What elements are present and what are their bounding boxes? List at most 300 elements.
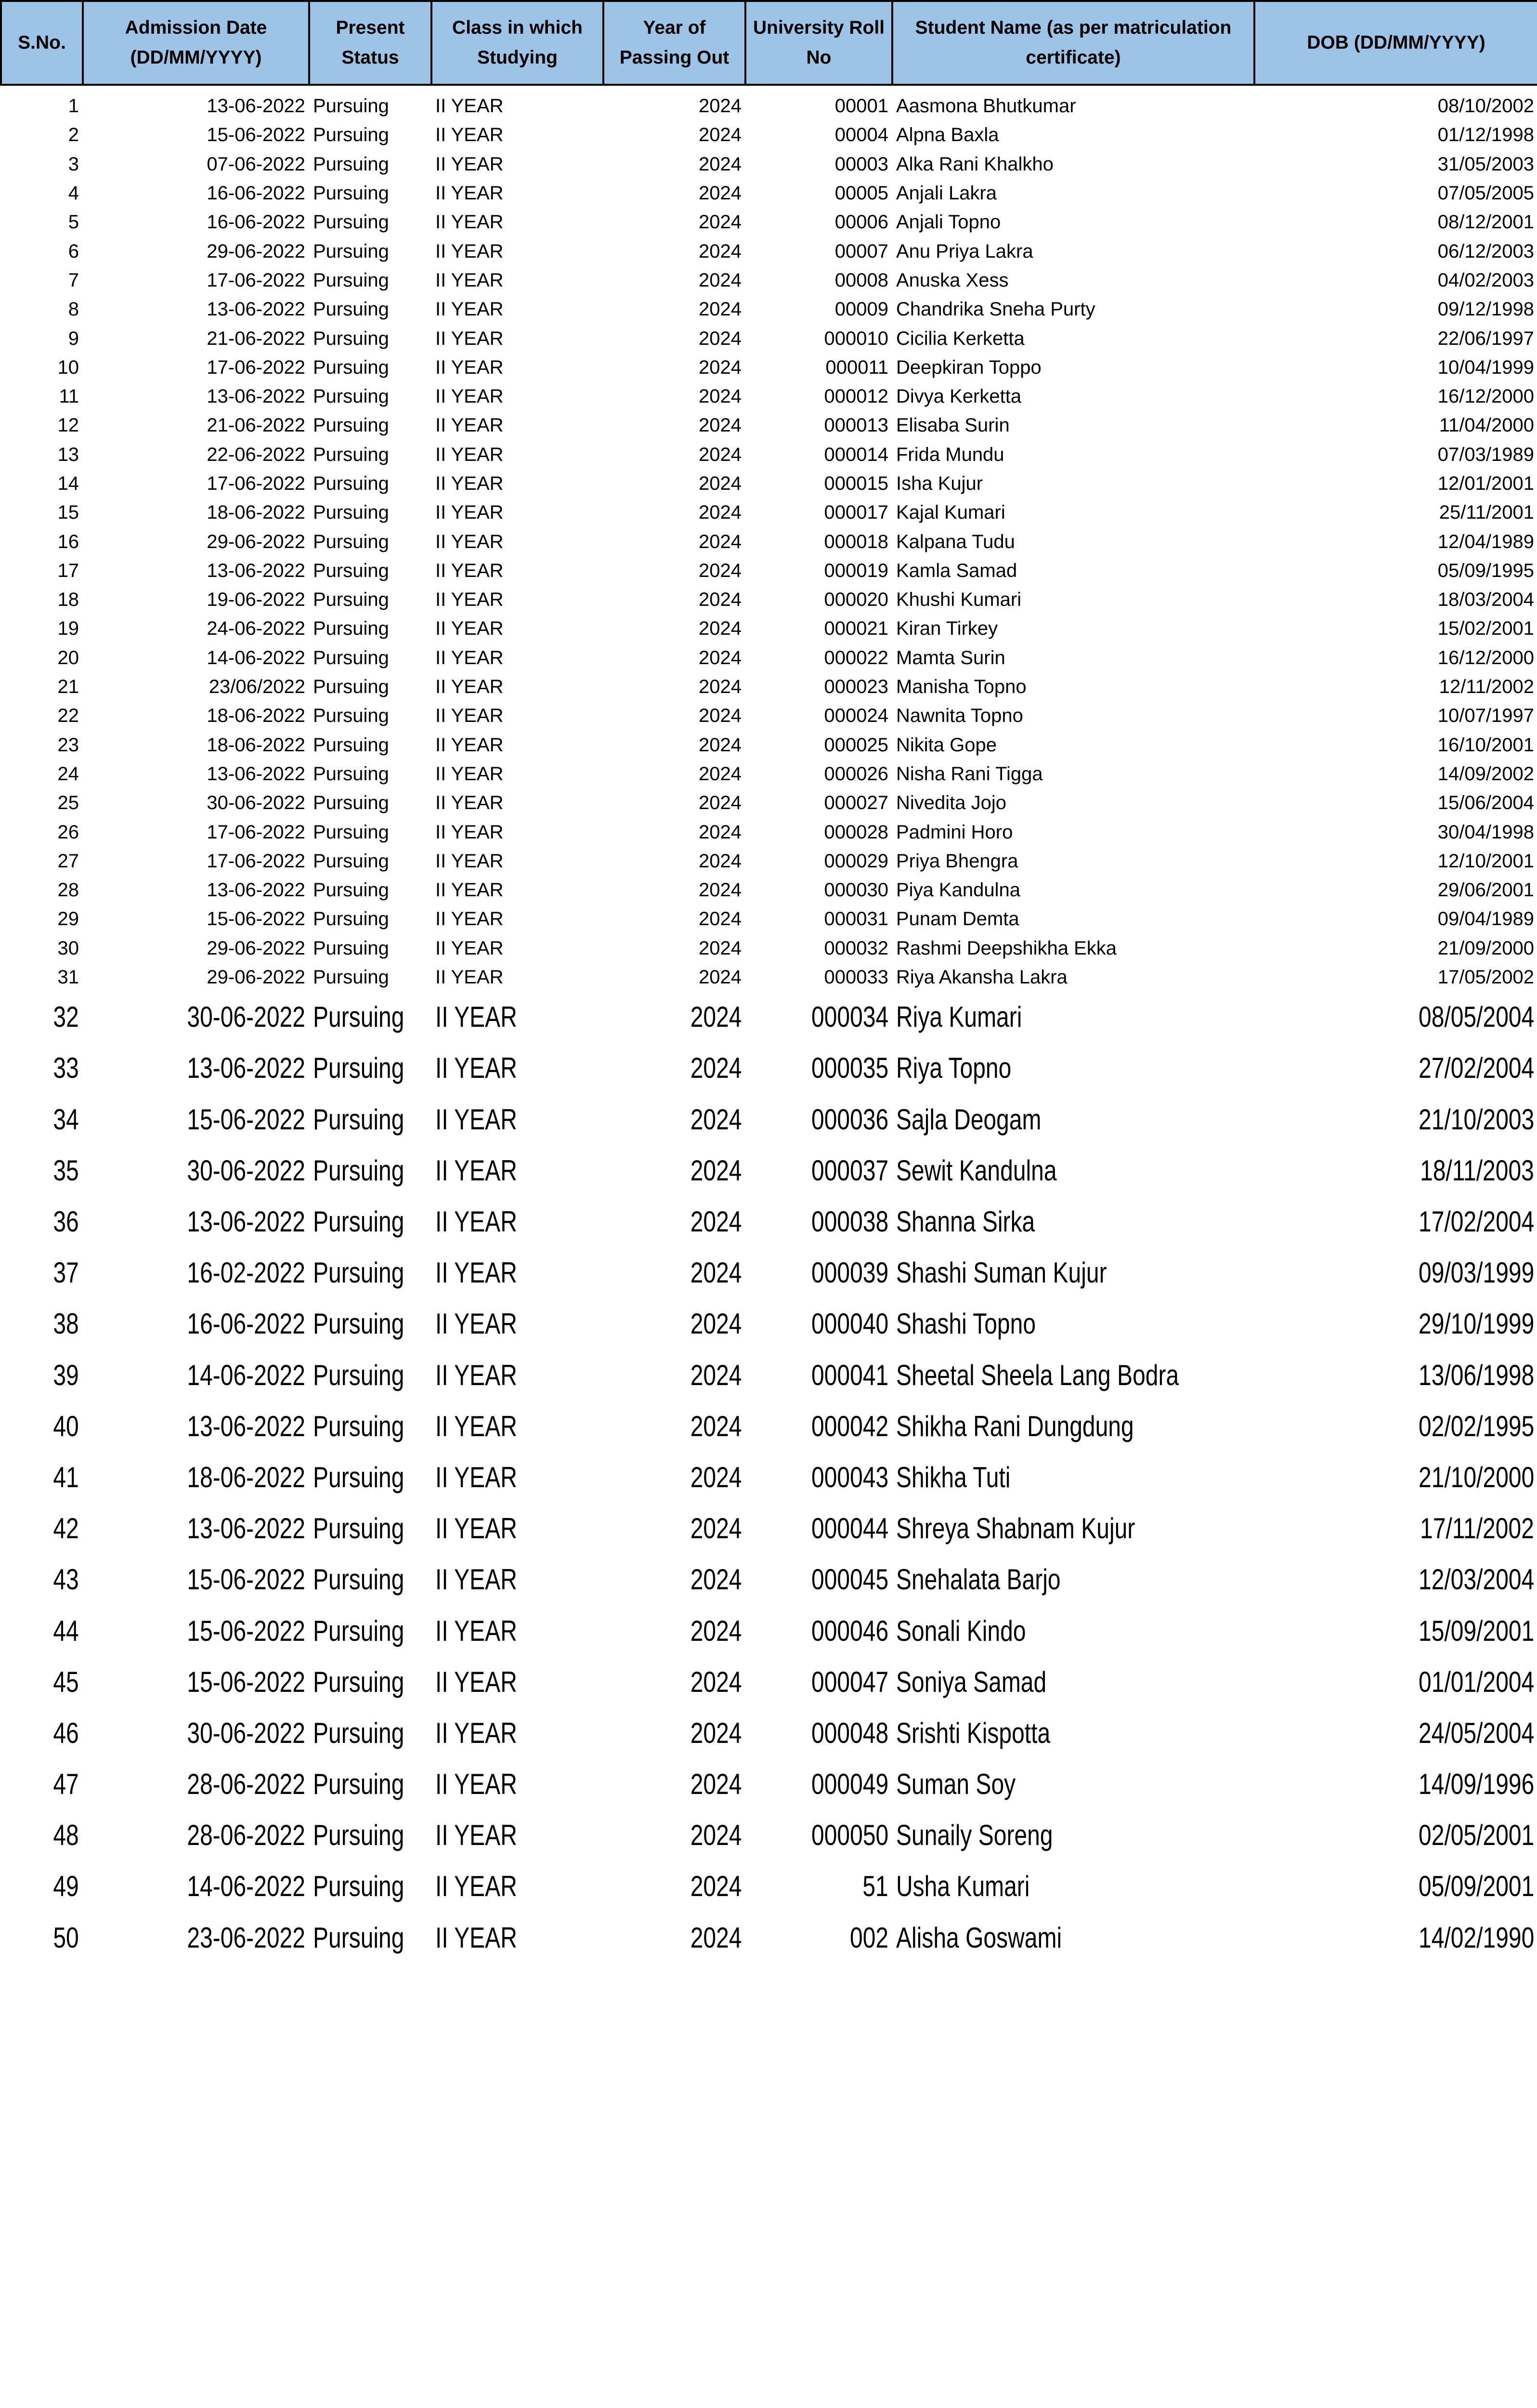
admission-date-text: 15-06-2022 — [207, 908, 305, 930]
dob-text: 31/05/2003 — [1437, 153, 1534, 175]
roll-no-text: 000023 — [824, 676, 888, 698]
roll-no-cell — [745, 1861, 892, 1912]
admission-date-text: 17-06-2022 — [207, 356, 305, 378]
sno-text: 34 — [53, 1103, 79, 1136]
class-text: II YEAR — [435, 647, 504, 668]
status-cell — [309, 876, 431, 904]
table-row — [1, 1503, 1537, 1554]
dob-text: 08/05/2004 — [1418, 1001, 1534, 1034]
status-cell — [309, 1452, 431, 1503]
sno-cell — [1, 179, 83, 208]
dob-text: 21/10/2003 — [1418, 1103, 1534, 1136]
dob-cell — [1254, 150, 1537, 179]
status-cell — [309, 585, 431, 614]
dob-cell — [1254, 643, 1537, 672]
year-cell — [603, 150, 745, 179]
class-text: II YEAR — [435, 124, 504, 146]
dob-text: 14/02/1990 — [1418, 1921, 1534, 1954]
year-cell — [603, 1094, 745, 1145]
sno-text: 14 — [57, 473, 79, 494]
student-name-cell — [892, 1861, 1254, 1912]
student-name-cell — [892, 876, 1254, 904]
roll-no-cell — [745, 1605, 892, 1656]
roll-no-text: 000039 — [811, 1256, 888, 1289]
student-name-cell — [892, 759, 1254, 788]
admission-date-cell — [83, 934, 309, 963]
sno-text: 27 — [57, 850, 79, 872]
sno-cell — [1, 1452, 83, 1503]
class-cell — [431, 788, 603, 817]
year-cell — [603, 876, 745, 904]
sno-cell — [1, 759, 83, 788]
dob-text: 16/12/2000 — [1437, 386, 1534, 407]
admission-date-text: 18-06-2022 — [207, 502, 305, 523]
status-text: Pursuing — [313, 1154, 404, 1187]
student-name-text: Kajal Kumari — [896, 502, 1005, 523]
roll-no-cell — [745, 266, 892, 295]
admission-date-text: 13-06-2022 — [207, 95, 305, 117]
year-cell — [603, 672, 745, 701]
admission-date-text: 29-06-2022 — [207, 937, 305, 959]
class-text: II YEAR — [435, 1205, 517, 1238]
dob-cell — [1254, 1350, 1537, 1401]
year-cell — [603, 179, 745, 208]
year-text: 2024 — [699, 589, 742, 611]
year-cell — [603, 1452, 745, 1503]
table-row — [1, 120, 1537, 149]
status-cell — [309, 672, 431, 701]
class-text: II YEAR — [435, 937, 504, 959]
class-text: II YEAR — [435, 473, 504, 494]
roll-no-cell — [745, 179, 892, 208]
dob-text: 24/05/2004 — [1418, 1716, 1534, 1749]
class-cell — [431, 1861, 603, 1912]
dob-text: 06/12/2003 — [1437, 240, 1534, 262]
student-name-cell — [892, 847, 1254, 876]
roll-no-cell — [745, 1452, 892, 1503]
student-name-cell — [892, 1094, 1254, 1145]
year-cell — [603, 1247, 745, 1298]
year-text: 2024 — [699, 386, 742, 407]
dob-text: 21/09/2000 — [1437, 937, 1534, 959]
student-name-cell — [892, 498, 1254, 527]
sno-cell — [1, 1810, 83, 1861]
sno-cell — [1, 120, 83, 149]
dob-cell — [1254, 411, 1537, 440]
roll-no-text: 000037 — [811, 1154, 888, 1187]
status-cell — [309, 1657, 431, 1708]
class-text: II YEAR — [435, 1768, 517, 1801]
status-cell — [309, 179, 431, 208]
class-cell — [431, 904, 603, 933]
dob-text: 25/11/2001 — [1439, 502, 1534, 523]
admission-date-text: 15-06-2022 — [187, 1103, 305, 1136]
roll-no-text: 000032 — [824, 937, 888, 959]
roll-no-cell — [745, 904, 892, 933]
header-class: Class in which Studying — [431, 1, 603, 85]
dob-text: 10/04/1999 — [1437, 356, 1534, 378]
year-cell — [603, 847, 745, 876]
sno-text: 7 — [68, 269, 79, 291]
student-name-text: Riya Topno — [896, 1052, 1012, 1085]
table-row — [1, 324, 1537, 353]
status-text: Pursuing — [313, 1461, 404, 1493]
roll-no-text: 000050 — [811, 1819, 888, 1852]
dob-text: 12/10/2001 — [1437, 850, 1534, 872]
student-name-text: Elisaba Surin — [896, 415, 1010, 436]
admission-date-text: 17-06-2022 — [207, 821, 305, 843]
status-cell — [309, 731, 431, 759]
roll-no-text: 000031 — [824, 908, 888, 930]
year-text: 2024 — [690, 1819, 742, 1852]
year-text: 2024 — [699, 676, 742, 698]
dob-cell — [1254, 498, 1537, 527]
admission-date-text: 30-06-2022 — [187, 1001, 305, 1034]
year-cell — [603, 788, 745, 817]
dob-cell — [1254, 1861, 1537, 1912]
status-cell — [309, 788, 431, 817]
roll-no-text: 000045 — [811, 1563, 888, 1596]
sno-text: 36 — [53, 1205, 79, 1238]
sno-cell — [1, 1350, 83, 1401]
roll-no-cell — [745, 324, 892, 353]
header-roll-no: University Roll No — [745, 1, 892, 85]
student-name-text: Shashi Topno — [896, 1308, 1036, 1340]
admission-date-cell — [83, 411, 309, 440]
roll-no-cell — [745, 1912, 892, 1963]
year-cell — [603, 469, 745, 498]
class-cell — [431, 1145, 603, 1196]
roll-no-text: 000026 — [824, 763, 888, 785]
year-text: 2024 — [699, 734, 742, 756]
class-cell — [431, 992, 603, 1043]
year-cell — [603, 556, 745, 585]
dob-cell — [1254, 1503, 1537, 1554]
class-cell — [431, 92, 603, 120]
status-cell — [309, 1145, 431, 1196]
sno-cell — [1, 1708, 83, 1759]
status-cell — [309, 1298, 431, 1349]
roll-no-cell — [745, 992, 892, 1043]
student-name-text: Riya Akansha Lakra — [896, 967, 1068, 988]
dob-cell — [1254, 672, 1537, 701]
class-text: II YEAR — [435, 502, 504, 523]
header-present-status: Present Status — [309, 1, 431, 85]
admission-date-cell — [83, 672, 309, 701]
year-cell — [603, 411, 745, 440]
roll-no-cell — [745, 1196, 892, 1247]
class-text: II YEAR — [435, 1512, 517, 1545]
year-text: 2024 — [699, 763, 742, 785]
dob-text: 12/01/2001 — [1437, 473, 1534, 494]
year-cell — [603, 295, 745, 324]
admission-date-text: 14-06-2022 — [207, 647, 305, 668]
year-cell — [603, 731, 745, 759]
sno-text: 4 — [68, 183, 79, 204]
sno-text: 39 — [53, 1359, 79, 1391]
class-text: II YEAR — [435, 95, 504, 117]
status-text: Pursuing — [313, 1870, 404, 1903]
dob-cell — [1254, 788, 1537, 817]
status-cell — [309, 1247, 431, 1298]
status-cell — [309, 992, 431, 1043]
roll-no-text: 000020 — [824, 589, 888, 611]
student-name-cell — [892, 731, 1254, 759]
student-name-text: Usha Kumari — [896, 1870, 1030, 1903]
admission-date-text: 14-06-2022 — [187, 1870, 305, 1903]
year-text: 2024 — [699, 183, 742, 204]
admission-date-cell — [83, 904, 309, 933]
status-cell — [309, 1912, 431, 1963]
student-name-text: Shreya Shabnam Kujur — [896, 1512, 1135, 1545]
sno-text: 1 — [68, 95, 79, 117]
student-name-text: Kalpana Tudu — [896, 531, 1015, 552]
class-text: II YEAR — [435, 560, 504, 581]
class-text: II YEAR — [435, 211, 504, 233]
year-text: 2024 — [690, 1154, 742, 1187]
class-cell — [431, 150, 603, 179]
year-cell — [603, 585, 745, 614]
dob-cell — [1254, 236, 1537, 265]
status-text: Pursuing — [313, 415, 389, 436]
admission-date-text: 15-06-2022 — [187, 1563, 305, 1596]
table-row — [1, 382, 1537, 411]
class-text: II YEAR — [435, 589, 504, 611]
sno-cell — [1, 440, 83, 469]
table-row — [1, 179, 1537, 208]
dob-cell — [1254, 382, 1537, 411]
sno-text: 37 — [53, 1256, 79, 1289]
dob-cell — [1254, 353, 1537, 382]
sno-cell — [1, 672, 83, 701]
status-cell — [309, 1401, 431, 1452]
student-name-text: Aasmona Bhutkumar — [896, 95, 1076, 117]
roll-no-text: 51 — [862, 1870, 888, 1903]
dob-cell — [1254, 1912, 1537, 1963]
year-text: 2024 — [699, 327, 742, 349]
admission-date-cell — [83, 1912, 309, 1963]
year-text: 2024 — [690, 1921, 742, 1954]
admission-date-cell — [83, 1247, 309, 1298]
sno-text: 26 — [57, 821, 79, 843]
admission-date-cell — [83, 1554, 309, 1605]
table-row — [1, 527, 1537, 556]
roll-no-cell — [745, 236, 892, 265]
class-text: II YEAR — [435, 240, 504, 262]
status-cell — [309, 1554, 431, 1605]
dob-cell — [1254, 179, 1537, 208]
dob-text: 16/12/2000 — [1437, 647, 1534, 668]
roll-no-text: 000011 — [825, 356, 888, 378]
admission-date-text: 23-06-2022 — [187, 1921, 305, 1954]
year-cell — [603, 92, 745, 120]
admission-date-text: 17-06-2022 — [207, 473, 305, 494]
status-cell — [309, 1503, 431, 1554]
student-name-text: Soniya Samad — [896, 1665, 1047, 1698]
class-text: II YEAR — [435, 153, 504, 175]
class-cell — [431, 585, 603, 614]
roll-no-text: 000034 — [811, 1001, 888, 1034]
admission-date-text: 15-06-2022 — [207, 124, 305, 146]
class-text: II YEAR — [435, 1154, 517, 1187]
class-cell — [431, 266, 603, 295]
admission-date-cell — [83, 1810, 309, 1861]
sno-text: 21 — [57, 676, 79, 698]
class-text: II YEAR — [435, 1410, 517, 1442]
roll-no-cell — [745, 556, 892, 585]
class-text: II YEAR — [435, 531, 504, 552]
dob-text: 27/02/2004 — [1418, 1052, 1534, 1085]
roll-no-text: 000041 — [811, 1359, 888, 1391]
class-cell — [431, 1401, 603, 1452]
student-name-cell — [892, 92, 1254, 120]
sno-text: 44 — [53, 1614, 79, 1647]
status-cell — [309, 614, 431, 643]
status-text: Pursuing — [313, 1512, 404, 1545]
dob-cell — [1254, 1196, 1537, 1247]
year-cell — [603, 1759, 745, 1810]
year-cell — [603, 266, 745, 295]
roll-no-cell — [745, 469, 892, 498]
student-name-text: Sewit Kandulna — [896, 1154, 1057, 1187]
roll-no-cell — [745, 1503, 892, 1554]
dob-cell — [1254, 295, 1537, 324]
student-name-text: Isha Kujur — [896, 473, 983, 494]
class-cell — [431, 1094, 603, 1145]
dob-text: 04/02/2003 — [1437, 269, 1534, 291]
class-cell — [431, 1247, 603, 1298]
dob-text: 12/11/2002 — [1439, 676, 1534, 698]
student-name-text: Padmini Horo — [896, 821, 1013, 843]
sno-text: 6 — [68, 240, 79, 262]
class-cell — [431, 440, 603, 469]
sno-text: 35 — [53, 1154, 79, 1187]
admission-date-text: 29-06-2022 — [207, 967, 305, 988]
class-cell — [431, 295, 603, 324]
admission-date-text: 16-06-2022 — [207, 211, 305, 233]
status-text: Pursuing — [313, 356, 389, 378]
roll-no-cell — [745, 295, 892, 324]
roll-no-text: 000044 — [811, 1512, 888, 1545]
dob-text: 10/07/1997 — [1437, 705, 1534, 727]
class-cell — [431, 963, 603, 992]
year-text: 2024 — [690, 1716, 742, 1749]
student-name-cell — [892, 120, 1254, 149]
status-text: Pursuing — [313, 792, 389, 814]
roll-no-cell — [745, 411, 892, 440]
dob-text: 05/09/1995 — [1437, 560, 1534, 581]
student-name-cell — [892, 788, 1254, 817]
table-row — [1, 208, 1537, 236]
sno-text: 49 — [53, 1870, 79, 1903]
roll-no-text: 000019 — [824, 560, 888, 581]
table-row — [1, 904, 1537, 933]
student-name-text: Nisha Rani Tigga — [896, 763, 1043, 785]
sno-text: 29 — [57, 908, 79, 930]
student-name-text: Alpna Baxla — [896, 124, 999, 146]
class-text: II YEAR — [435, 1308, 517, 1340]
year-text: 2024 — [699, 124, 742, 146]
sno-text: 40 — [53, 1410, 79, 1442]
table-row — [1, 701, 1537, 730]
class-text: II YEAR — [435, 269, 504, 291]
sno-cell — [1, 934, 83, 963]
class-text: II YEAR — [435, 1870, 517, 1903]
table-row — [1, 1759, 1537, 1810]
admission-date-text: 13-06-2022 — [187, 1205, 305, 1238]
sno-cell — [1, 1605, 83, 1656]
roll-no-cell — [745, 120, 892, 149]
dob-text: 17/05/2002 — [1437, 967, 1534, 988]
sno-text: 9 — [68, 327, 79, 349]
dob-cell — [1254, 1554, 1537, 1605]
status-text: Pursuing — [313, 269, 389, 291]
sno-cell — [1, 963, 83, 992]
student-name-text: Manisha Topno — [896, 676, 1027, 698]
status-cell — [309, 1196, 431, 1247]
roll-no-cell — [745, 1247, 892, 1298]
dob-text: 17/11/2002 — [1420, 1512, 1534, 1545]
student-name-cell — [892, 1605, 1254, 1656]
dob-text: 09/04/1989 — [1437, 908, 1534, 930]
dob-text: 30/04/1998 — [1437, 821, 1534, 843]
status-text: Pursuing — [313, 1256, 404, 1289]
table-row — [1, 353, 1537, 382]
admission-date-cell — [83, 1605, 309, 1656]
status-cell — [309, 817, 431, 846]
year-cell — [603, 1554, 745, 1605]
student-name-cell — [892, 411, 1254, 440]
admission-date-text: 28-06-2022 — [187, 1819, 305, 1852]
sno-text: 22 — [57, 705, 79, 727]
student-name-text: Punam Demta — [896, 908, 1019, 930]
sno-cell — [1, 1861, 83, 1912]
table-row — [1, 1912, 1537, 1963]
roll-no-cell — [745, 643, 892, 672]
student-name-text: Shikha Tuti — [896, 1461, 1011, 1493]
table-row — [1, 643, 1537, 672]
year-text: 2024 — [699, 444, 742, 465]
status-cell — [309, 1861, 431, 1912]
status-text: Pursuing — [313, 908, 389, 930]
class-cell — [431, 1452, 603, 1503]
dob-text: 07/03/1989 — [1437, 444, 1534, 465]
student-name-text: Suman Soy — [896, 1768, 1016, 1801]
year-cell — [603, 934, 745, 963]
year-text: 2024 — [690, 1512, 742, 1545]
roll-no-cell — [745, 876, 892, 904]
year-cell — [603, 1350, 745, 1401]
year-text: 2024 — [699, 473, 742, 494]
admission-date-cell — [83, 731, 309, 759]
student-name-text: Sunaily Soreng — [896, 1819, 1053, 1852]
admission-date-text: 13-06-2022 — [207, 879, 305, 901]
admission-date-text: 30-06-2022 — [207, 792, 305, 814]
class-cell — [431, 1298, 603, 1349]
sno-text: 8 — [68, 299, 79, 320]
class-text: II YEAR — [435, 1001, 517, 1034]
table-row — [1, 92, 1537, 120]
class-cell — [431, 1043, 603, 1094]
year-cell — [603, 324, 745, 353]
year-text: 2024 — [699, 647, 742, 668]
status-cell — [309, 701, 431, 730]
status-cell — [309, 1708, 431, 1759]
table-row — [1, 440, 1537, 469]
admission-date-text: 13-06-2022 — [207, 763, 305, 785]
admission-date-text: 07-06-2022 — [207, 153, 305, 175]
admission-date-cell — [83, 759, 309, 788]
